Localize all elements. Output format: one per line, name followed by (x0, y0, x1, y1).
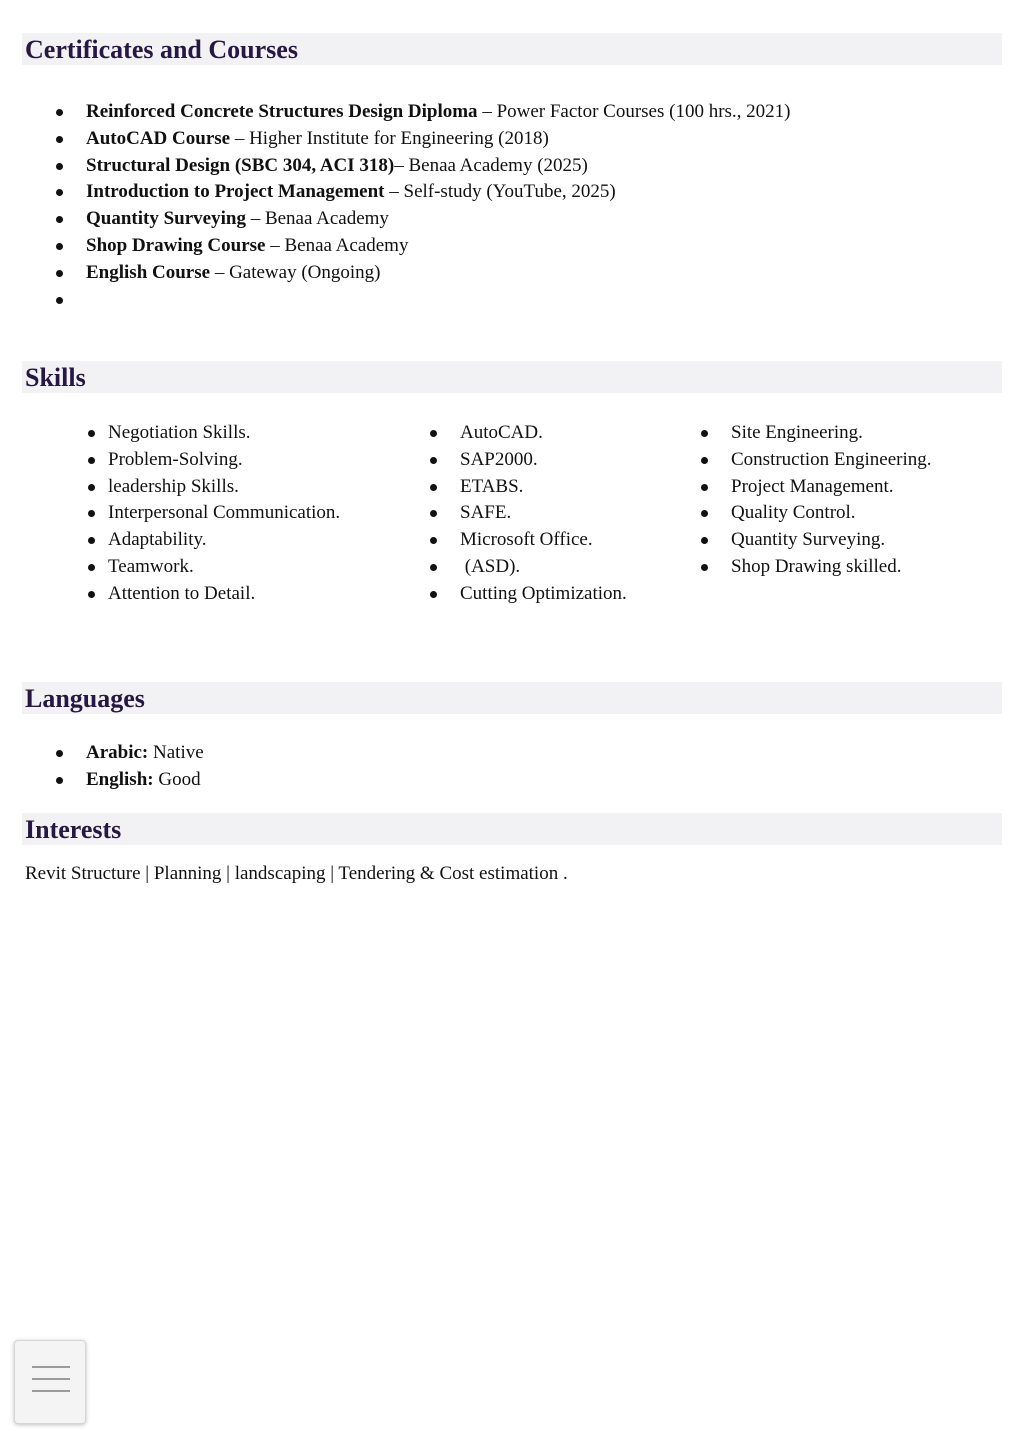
skill-item: ETABS. (430, 474, 627, 501)
interests-text: Revit Structure | Planning | landscaping | Tendering & Cost estimation . (25, 863, 568, 884)
skill-item: Attention to Detail. (88, 581, 340, 608)
skills-header (22, 361, 1002, 393)
language-item: English: Good (56, 767, 204, 794)
skill-item: Construction Engineering. (701, 447, 932, 474)
certificate-item: English Course – Gateway (Ongoing) (56, 260, 791, 287)
skill-item: Negotiation Skills. (88, 420, 340, 447)
certificates-list (56, 99, 791, 313)
skill-item: leadership Skills. (88, 474, 340, 501)
interests-header (22, 813, 1002, 845)
menu-button[interactable] (14, 1340, 86, 1424)
certificate-item: Quantity Surveying – Benaa Academy (56, 206, 791, 233)
certificate-item: Reinforced Concrete Structures Design Diploma – Power Factor Courses (100 hrs., 2021) (56, 99, 791, 126)
skill-item: SAP2000. (430, 447, 627, 474)
certificate-item: Structural Design (SBC 304, ACI 318)– Benaa Academy (2025) (56, 153, 791, 180)
skill-item: Interpersonal Communication. (88, 500, 340, 527)
certificate-item: AutoCAD Course – Higher Institute for Engineering (2018) (56, 126, 791, 153)
languages-header (22, 682, 1002, 714)
language-item: Arabic: Native (56, 740, 204, 767)
certificate-item: Introduction to Project Management – Self-study (YouTube, 2025) (56, 179, 791, 206)
skill-item: Adaptability. (88, 527, 340, 554)
skill-item: Quantity Surveying. (701, 527, 932, 554)
skill-item: Shop Drawing skilled. (701, 554, 932, 581)
languages-list (56, 740, 204, 794)
skill-item: Teamwork. (88, 554, 340, 581)
certificates-header (22, 33, 1002, 65)
skill-item: Microsoft Office. (430, 527, 627, 554)
skills-title: Skills (25, 363, 86, 392)
skills-column-technical (701, 420, 932, 581)
skills-column-soft (88, 420, 340, 608)
skill-item: AutoCAD. (430, 420, 627, 447)
skill-item: Project Management. (701, 474, 932, 501)
skill-item: (ASD). (430, 554, 627, 581)
skill-item: Problem-Solving. (88, 447, 340, 474)
skill-item: Cutting Optimization. (430, 581, 627, 608)
certificate-item-empty (56, 287, 791, 314)
skill-item: Site Engineering. (701, 420, 932, 447)
certificate-item: Shop Drawing Course – Benaa Academy (56, 233, 791, 260)
certificates-title: Certificates and Courses (25, 35, 298, 64)
skills-column-software (430, 420, 627, 608)
interests-title: Interests (25, 815, 122, 844)
skill-item: SAFE. (430, 500, 627, 527)
languages-title: Languages (25, 684, 145, 713)
skill-item: Quality Control. (701, 500, 932, 527)
